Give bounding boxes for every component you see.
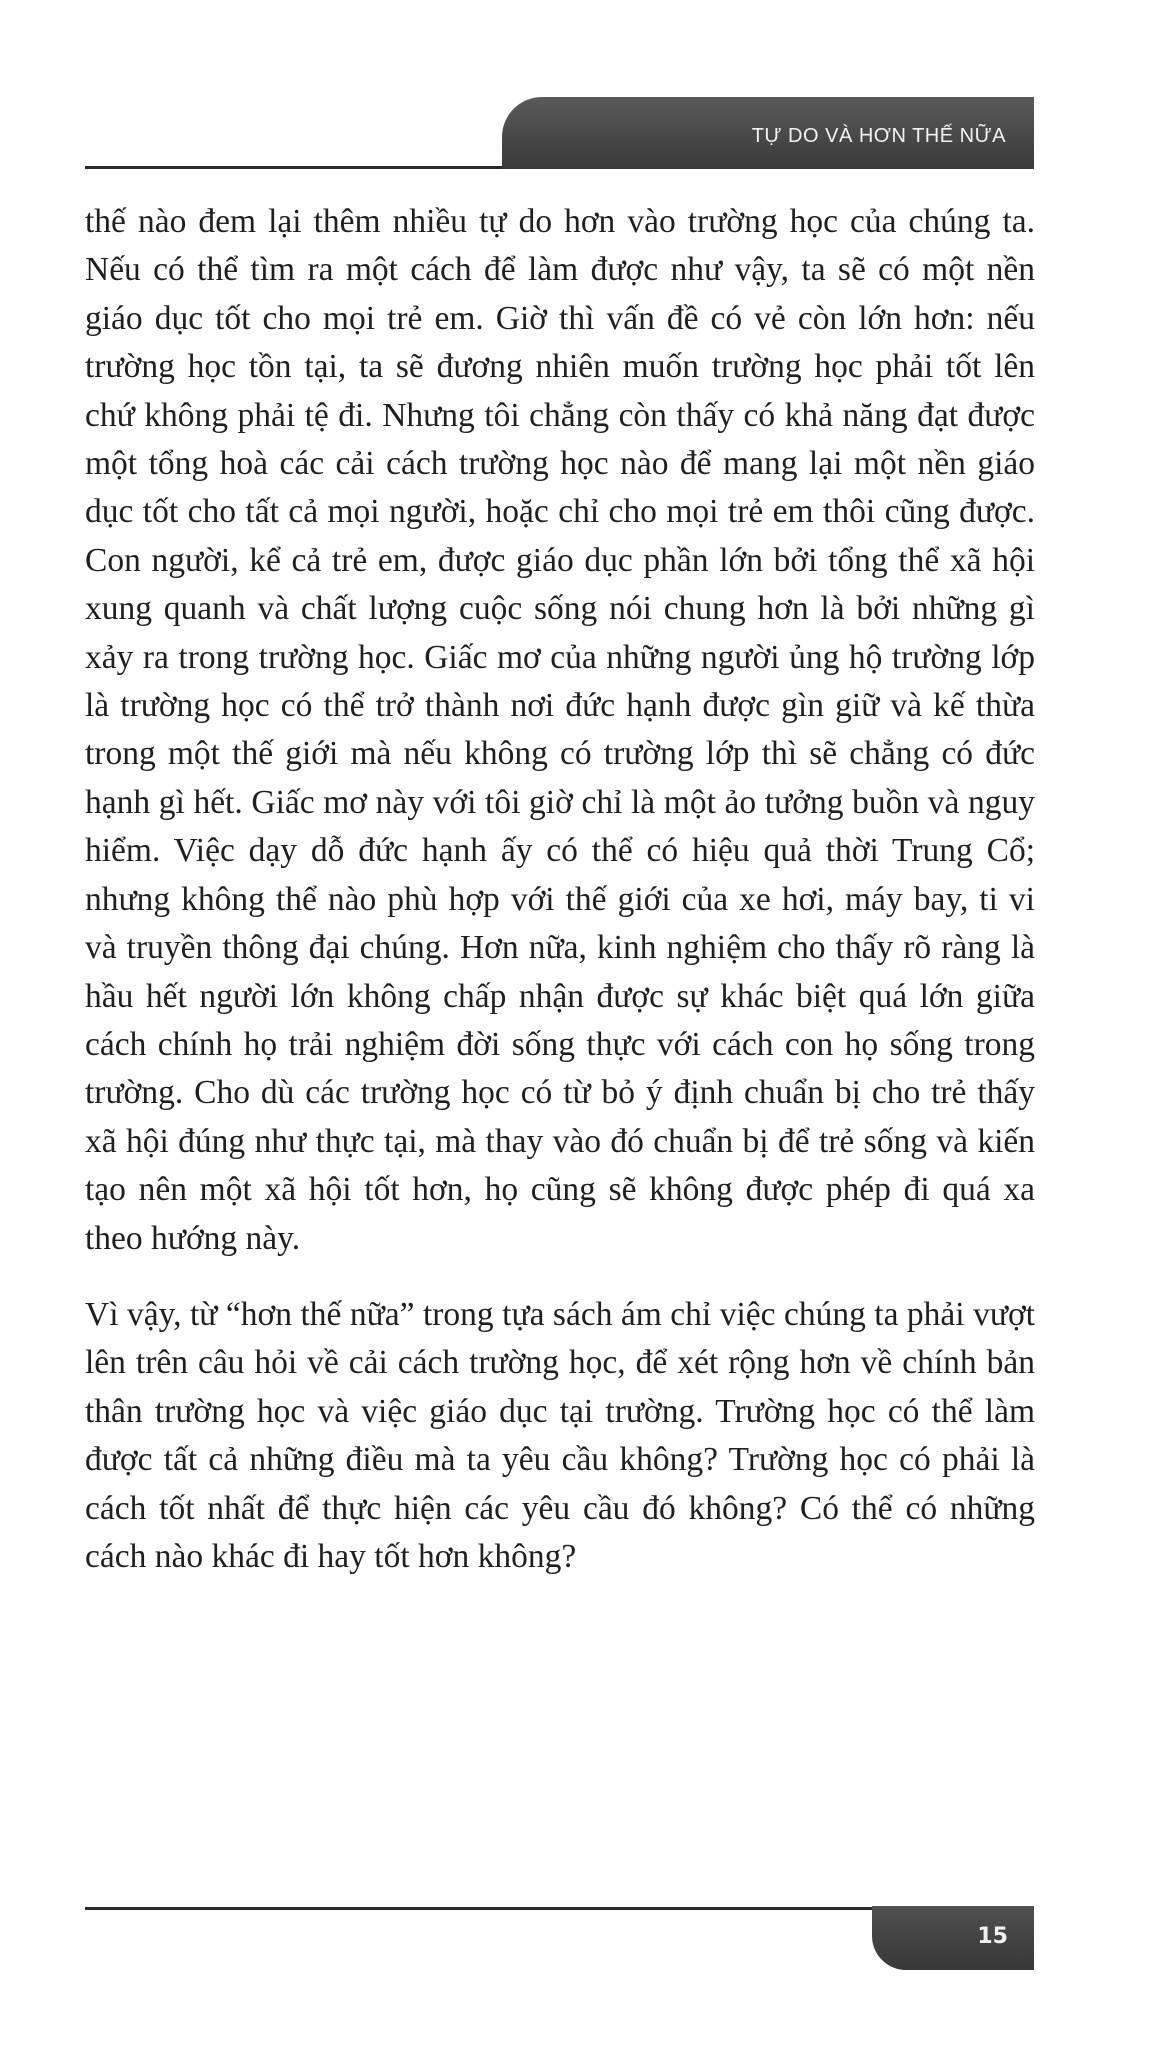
running-title: TỰ DO VÀ HƠN THẾ NỮA	[751, 125, 1006, 147]
footer-rule	[85, 1907, 905, 1910]
page-body	[85, 198, 1035, 1581]
page-number: 15	[977, 1924, 1008, 1949]
paragraph-2: Vì vậy, từ “hơn thế nữa” trong tựa sách ám chỉ việc chúng ta phải vượt lên trên câu hỏi về cải cách trường học, để xét rộng hơn về chính bản thân trường học và việc giáo dục tại trường. Trường học có thể làm được tất cả những điều mà ta yêu cầu không? Trường học có phải là cách tốt nhất để thực hiện các yêu cầu đó không? Có thể có những cách nào khác đi hay tốt hơn không?	[85, 1295, 1035, 1575]
running-header-tab	[502, 97, 1034, 169]
paragraph-1: thế nào đem lại thêm nhiều tự do hơn vào trường học của chúng ta. Nếu có thể tìm ra một cách để làm được như vậy, ta sẽ có một nền giáo dục tốt cho mọi trẻ em. Giờ thì vấn đề có vẻ còn lớn hơn: nếu trường học tồn tại, ta sẽ đương nhiên muốn trường học phải tốt lên chứ không phải tệ đi. Nhưng tôi chẳng còn thấy có khả năng đạt được một tổng hoà các cải cách trường học nào để mang lại một nền giáo dục tốt cho tất cả mọi người, hoặc chỉ cho mọi trẻ em thôi cũng được. Con người, kể cả trẻ em, được giáo dục phần lớn bởi tổng thể xã hội xung quanh và chất lượng cuộc sống nói chung hơn là bởi những gì xảy ra trong trường học. Giấc mơ của những người ủng hộ trường lớp là trường học có thể trở thành nơi đức hạnh được gìn giữ và kế thừa trong một thế giới mà nếu không có trường lớp thì sẽ chẳng có đức hạnh gì hết. Giấc mơ này với tôi giờ chỉ là một ảo tưởng buồn và nguy hiểm. Việc dạy dỗ đức hạnh ấy có thể có hiệu quả thời Trung Cổ; nhưng không thể nào phù hợp với thế giới của xe hơi, máy bay, ti vi và truyền thông đại chúng. Hơn nữa, kinh nghiệm cho thấy rõ ràng là hầu hết người lớn không chấp nhận được sự khác biệt quá lớn giữa cách chính họ trải nghiệm đời sống thực với cách con họ sống trong trường. Cho dù các trường học có từ bỏ ý định chuẩn bị cho trẻ thấy xã hội đúng như thực tại, mà thay vào đó chuẩn bị để trẻ sống và kiến tạo nên một xã hội tốt hơn, họ cũng sẽ không được phép đi quá xa theo hướng này.	[85, 203, 1035, 1257]
page-number-tab	[872, 1906, 1034, 1970]
